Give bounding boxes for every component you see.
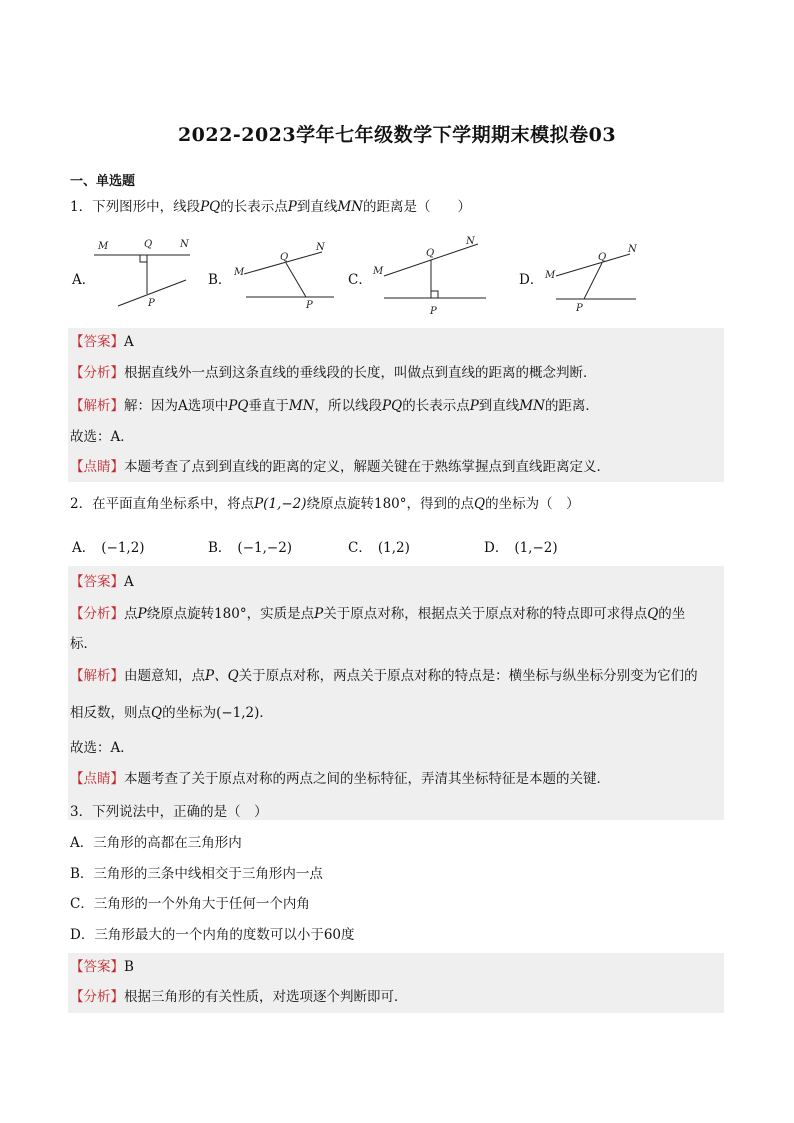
q1-figure-d bbox=[540, 238, 644, 318]
label-m: M bbox=[545, 270, 556, 281]
q1-choose: 故选：A． bbox=[70, 429, 134, 445]
q3-stem: 3．下列说法中，正确的是（ ） bbox=[70, 804, 268, 820]
q3-answer: 【答案】B bbox=[70, 959, 134, 975]
q2-option-c: C． (1,2) bbox=[348, 540, 410, 556]
q1-solution: 【解析】解：因为A选项中PQ垂直于MN，所以线段PQ的长表示点P到直线MN的距离． bbox=[70, 398, 599, 414]
label-q: Q bbox=[426, 248, 435, 259]
label-q: Q bbox=[598, 252, 607, 263]
q2-option-a: A． (−1,2) bbox=[72, 540, 145, 556]
label-m: M bbox=[98, 241, 109, 252]
q2-option-d: D． (1,−2) bbox=[484, 540, 558, 556]
q1-answer: 【答案】A bbox=[70, 334, 134, 350]
q2-comment: 【点睛】本题考查了关于原点对称的两点之间的坐标特征，弄清其坐标特征是本题的关键． bbox=[70, 771, 610, 787]
q2-stem: 2．在平面直角坐标系中，将点P(1,−2)绕原点旋转180°，得到的点Q的坐标为（ ） bbox=[70, 496, 580, 512]
label-p: P bbox=[148, 298, 155, 309]
q2-solution: 【解析】由题意知，点P、Q关于原点对称，两点关于原点对称的特点是：横坐标与纵坐标分别变为它们的 bbox=[70, 668, 698, 684]
label-m: M bbox=[373, 266, 384, 277]
q1-stem: 1．下列图形中，线段PQ的长表示点P到直线MN的距离是（ ） bbox=[70, 199, 471, 215]
q3-option-b: B．三角形的三条中线相交于三角形内一点 bbox=[70, 866, 323, 882]
label-p: P bbox=[430, 306, 437, 317]
q1-option-c-label: C． bbox=[348, 272, 372, 288]
q1-option-d-label: D． bbox=[519, 272, 544, 288]
q2-option-b: B． (−1,−2) bbox=[208, 540, 293, 556]
label-n: N bbox=[180, 239, 189, 250]
label-p: P bbox=[576, 303, 583, 314]
q1-figure-c bbox=[368, 232, 492, 320]
q2-analysis: 【分析】点P绕原点旋转180°，实质是点P关于原点对称，根据点关于原点对称的特点即可求得点Q的坐 bbox=[70, 606, 686, 622]
q1-comment: 【点睛】本题考查了点到到直线的距离的定义，解题关键在于熟练掌握点到直线距离定义． bbox=[70, 459, 610, 475]
q3-option-c: C．三角形的一个外角大于任何一个内角 bbox=[70, 896, 310, 912]
q1-option-a-label: A． bbox=[72, 272, 96, 288]
q3-option-a: A．三角形的高都在三角形内 bbox=[70, 835, 242, 851]
q3-analysis: 【分析】根据三角形的有关性质，对选项逐个判断即可． bbox=[70, 989, 408, 1005]
q2-answer: 【答案】A bbox=[70, 574, 134, 590]
q2-solution-cont: 相反数，则点Q的坐标为(−1,2)． bbox=[70, 705, 273, 721]
q1-figure-b bbox=[230, 238, 340, 312]
label-n: N bbox=[466, 236, 475, 247]
label-q: Q bbox=[144, 239, 153, 250]
label-q: Q bbox=[280, 252, 289, 263]
page-title: 2022-2023学年七年级数学下学期期末模拟卷03 bbox=[177, 124, 617, 146]
label-m: M bbox=[234, 267, 245, 278]
q2-analysis-cont: 标． bbox=[70, 636, 97, 652]
label-n: N bbox=[628, 244, 637, 255]
section-heading: 一、单选题 bbox=[70, 174, 136, 189]
q2-choose: 故选：A． bbox=[70, 740, 134, 756]
q3-option-d: D．三角形最大的一个内角的度数可以小于60度 bbox=[70, 927, 355, 943]
q1-figure-a bbox=[90, 234, 202, 312]
label-n: N bbox=[316, 242, 325, 253]
label-p: P bbox=[306, 300, 313, 311]
q1-analysis: 【分析】根据直线外一点到这条直线的垂线段的长度，叫做点到直线的距离的概念判断． bbox=[70, 365, 597, 381]
q1-option-b-label: B． bbox=[208, 272, 232, 288]
